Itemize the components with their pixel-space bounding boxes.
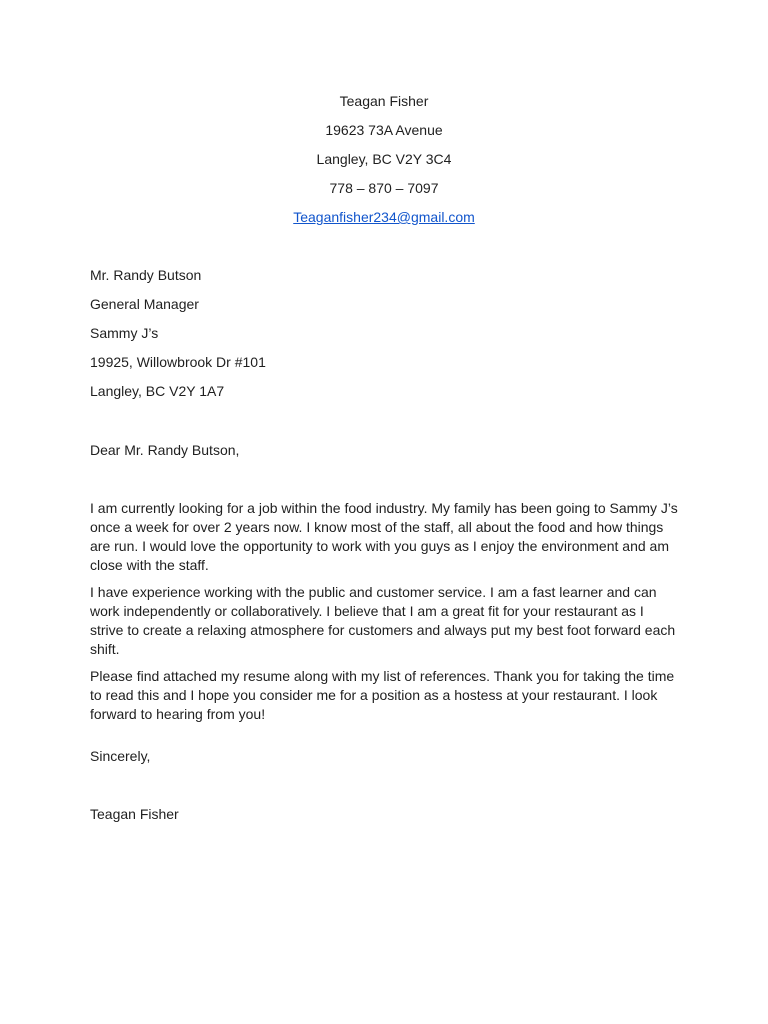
- recipient-street: 19925, Willowbrook Dr #101: [90, 354, 266, 370]
- recipient-title: General Manager: [90, 296, 199, 312]
- sender-name: Teagan Fisher: [339, 93, 429, 109]
- sender-city: Langley, BC V2Y 3C4: [316, 151, 452, 167]
- sender-block: [0, 92, 768, 237]
- sender-street: 19623 73A Avenue: [325, 122, 443, 138]
- letter-body: [90, 499, 680, 732]
- body-paragraph: I am currently looking for a job within the food industry. My family has been going to Sammy J’s once a week for over 2 years now. I know most of the staff, all about the food and how things are run. I would love the opportunity to work with you guys as I enjoy the environment and am close with the staff.: [90, 500, 678, 573]
- recipient-city: Langley, BC V2Y 1A7: [90, 383, 225, 399]
- sender-phone: 778 – 870 – 7097: [329, 180, 439, 196]
- body-paragraph: I have experience working with the public and customer service. I am a fast learner and can work independently or collaboratively. I believe that I am a great fit for your restaurant as I strive to create a relaxing atmosphere for customers and always put my best foot forward each shift.: [90, 584, 676, 657]
- recipient-name: Mr. Randy Butson: [90, 267, 202, 283]
- closing: Sincerely,: [90, 748, 151, 764]
- signature-name: Teagan Fisher: [90, 806, 179, 822]
- body-paragraph: Please find attached my resume along with my list of references. Thank you for taking the time to read this and I hope you consider me for a position as a hostess at your restaurant. I look forward to hearing from you!: [90, 668, 675, 722]
- salutation: Dear Mr. Randy Butson,: [90, 442, 240, 458]
- recipient-block: [90, 266, 266, 411]
- recipient-company: Sammy J’s: [90, 325, 159, 341]
- sender-email-link[interactable]: Teaganfisher234@gmail.com: [293, 209, 475, 225]
